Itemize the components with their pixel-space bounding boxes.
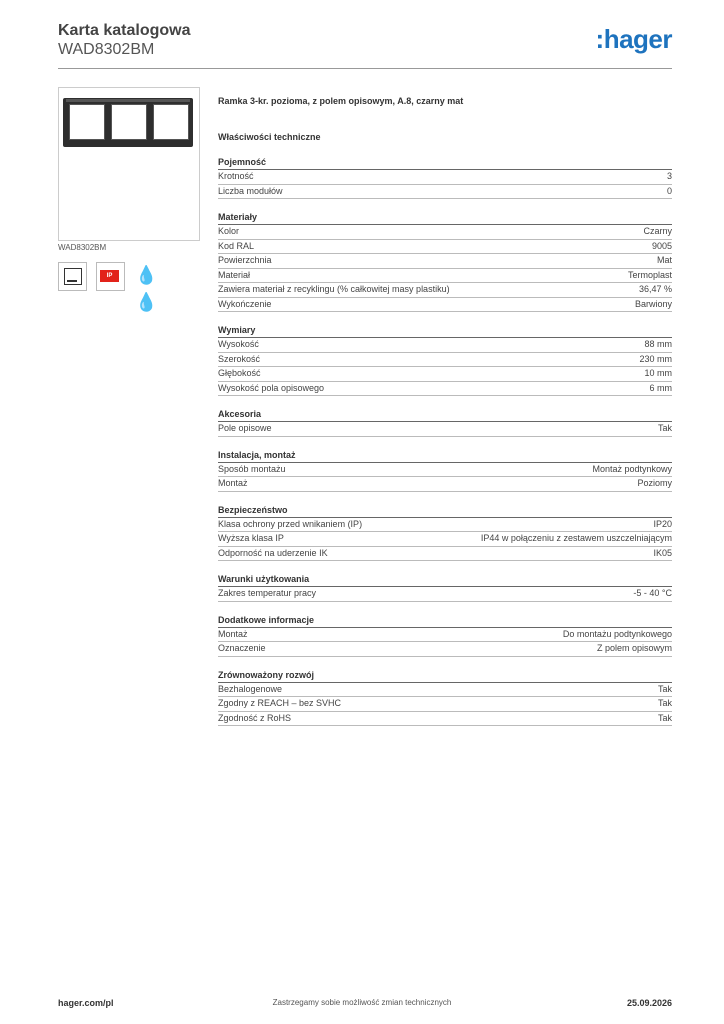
spec-value: 6 mm xyxy=(649,382,672,393)
spec-value: 10 mm xyxy=(644,368,672,378)
spec-group xyxy=(218,408,672,437)
spec-row xyxy=(218,254,672,269)
spec-label: Montaż xyxy=(218,628,248,639)
spec-row xyxy=(218,547,672,562)
frame-opening xyxy=(153,104,189,140)
spec-label: Klasa ochrony przed wnikaniem (IP) xyxy=(218,518,363,529)
group-title: Zrównoważony rozwój xyxy=(218,669,672,683)
frame-opening xyxy=(111,104,147,140)
flush-mount-icon xyxy=(58,262,87,291)
spec-label: Zgodność z RoHS xyxy=(218,712,292,723)
spec-label: Wykończenie xyxy=(218,298,272,309)
spec-value: Tak xyxy=(657,423,672,433)
spec-row xyxy=(218,642,672,657)
spec-label: Sposób montażu xyxy=(218,463,286,474)
spec-label: Zgodny z REACH – bez SVHC xyxy=(218,698,342,708)
group-title: Dodatkowe informacje xyxy=(218,614,672,628)
spec-value: IK05 xyxy=(653,547,672,558)
spec-label: Zakres temperatur pracy xyxy=(218,588,317,598)
spec-value: 36,47 % xyxy=(638,284,672,294)
spec-value: IP44 w połączeniu z zestawem uszczelniającym xyxy=(480,533,672,543)
spec-value: -5 - 40 °C xyxy=(633,588,672,598)
spec-row xyxy=(218,532,672,547)
spec-value: Termoplast xyxy=(627,269,672,280)
spec-row xyxy=(218,269,672,284)
footer-date: 25.09.2026 xyxy=(626,998,672,1008)
spec-label: Wysokość xyxy=(218,339,259,349)
spec-group xyxy=(218,449,672,492)
group-title: Wymiary xyxy=(218,324,672,338)
spec-row xyxy=(218,298,672,313)
spec-row xyxy=(218,422,672,437)
product-image xyxy=(58,87,200,241)
spec-label: Krotność xyxy=(218,171,254,181)
spec-value: Z polem opisowym xyxy=(596,643,672,653)
spec-group xyxy=(218,156,672,199)
section-title: Właściwości techniczne xyxy=(218,132,321,142)
spec-label: Kolor xyxy=(218,226,240,236)
footer-website[interactable]: hager.com/pl xyxy=(58,998,114,1008)
spec-groups xyxy=(218,156,672,726)
label-strip xyxy=(66,99,190,102)
spec-label: Liczba modułów xyxy=(218,185,283,196)
frame-illustration xyxy=(63,98,193,147)
spec-group xyxy=(218,614,672,657)
spec-row xyxy=(218,463,672,478)
group-title: Warunki użytkowania xyxy=(218,573,672,587)
group-title: Pojemność xyxy=(218,156,672,170)
spec-label: Szerokość xyxy=(218,353,261,364)
spec-row xyxy=(218,697,672,712)
spec-value: Montaż podtynkowy xyxy=(592,463,672,474)
spec-row xyxy=(218,353,672,368)
product-description: Ramka 3-kr. pozioma, z polem opisowym, A.8, czarny mat xyxy=(218,96,464,106)
water-drops-icon: 💧💧 xyxy=(135,262,162,289)
spec-group xyxy=(218,504,672,562)
page-header xyxy=(58,20,672,68)
group-title: Materiały xyxy=(218,211,672,225)
spec-row xyxy=(218,628,672,643)
spec-label: Montaż xyxy=(218,478,248,488)
property-icons xyxy=(58,262,168,312)
spec-row xyxy=(218,185,672,200)
spec-row xyxy=(218,587,672,602)
spec-value: 0 xyxy=(666,185,672,196)
spec-value: 3 xyxy=(666,171,672,181)
spec-label: Kod RAL xyxy=(218,240,255,251)
spec-label: Wyższa klasa IP xyxy=(218,533,284,543)
spec-group xyxy=(218,324,672,396)
product-code: WAD8302BM xyxy=(58,41,155,58)
spec-value: 88 mm xyxy=(644,339,672,349)
header-divider xyxy=(58,68,672,69)
spec-value: Do montażu podtynkowego xyxy=(562,628,672,639)
spec-value: Poziomy xyxy=(637,478,672,488)
document-title: Karta katalogowa xyxy=(58,22,191,39)
spec-value: Tak xyxy=(657,698,672,708)
spec-label: Głębokość xyxy=(218,368,261,378)
spec-value: Mat xyxy=(656,255,672,265)
spec-value: Tak xyxy=(657,712,672,723)
spec-row xyxy=(218,225,672,240)
spec-label: Bezhalogenowe xyxy=(218,683,283,694)
spec-group xyxy=(218,573,672,602)
spec-row xyxy=(218,283,672,298)
spec-row xyxy=(218,170,672,185)
spec-row xyxy=(218,382,672,397)
spec-row xyxy=(218,683,672,698)
group-title: Akcesoria xyxy=(218,408,672,422)
spec-value: 9005 xyxy=(651,240,672,251)
spec-row xyxy=(218,240,672,255)
spec-label: Zawiera materiał z recyklingu (% całkowitej masy plastiku) xyxy=(218,284,450,294)
spec-group xyxy=(218,669,672,727)
spec-label: Powierzchnia xyxy=(218,255,272,265)
ip-rating-icon: IP xyxy=(96,262,125,291)
spec-value: Tak xyxy=(657,683,672,694)
spec-value: 230 mm xyxy=(639,353,672,364)
spec-value: IP20 xyxy=(653,518,672,529)
group-title: Instalacja, montaż xyxy=(218,449,672,463)
spec-label: Pole opisowe xyxy=(218,423,272,433)
spec-row xyxy=(218,477,672,492)
spec-value: Barwiony xyxy=(634,298,672,309)
frame-opening xyxy=(69,104,105,140)
specification xyxy=(218,94,672,726)
spec-row xyxy=(218,518,672,533)
hager-logo: :hager xyxy=(595,24,672,54)
spec-label: Materiał xyxy=(218,269,251,280)
spec-row xyxy=(218,712,672,727)
spec-row xyxy=(218,367,672,382)
spec-label: Odporność na uderzenie IK xyxy=(218,547,328,558)
spec-label: Oznaczenie xyxy=(218,643,266,653)
spec-value: Czarny xyxy=(643,226,672,236)
group-title: Bezpieczeństwo xyxy=(218,504,672,518)
spec-row xyxy=(218,338,672,353)
spec-label: Wysokość pola opisowego xyxy=(218,382,324,393)
footer-notice: Zastrzegamy sobie możliwość zmian technicznych xyxy=(272,998,452,1007)
spec-group xyxy=(218,211,672,312)
image-caption: WAD8302BM xyxy=(58,243,107,252)
